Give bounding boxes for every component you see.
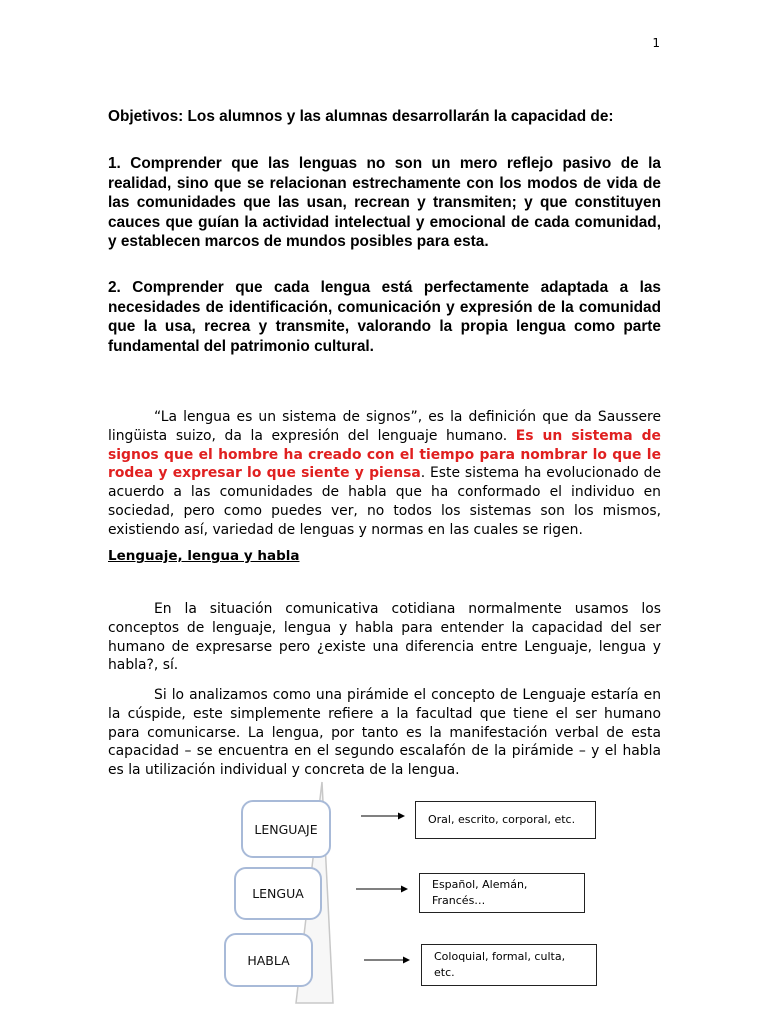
objective-2: 2. Comprender que cada lengua está perfectamente adaptada a las necesidades de identificación, comunicación y expresión de la comunidad que la usa, recrea y transmite, valorando la propia lengua como parte fundamental del patrimonio cultural. [108, 279, 661, 355]
level-box-lenguaje: LENGUAJE [241, 800, 331, 858]
objective-1: 1. Comprender que las lenguas no son un mero reflejo pasivo de la realidad, sino que se relacionan estrechamente con los modos de vida de las comunidades que las usan, recrean y transmiten; y que constituyen cauces que guían la actividad intelectual y emocional de cada comunidad, y establecen marcos de mundos posibles para esta. [108, 155, 661, 250]
objectives-intro: Objetivos: Los alumnos y las alumnas desarrollarán la capacidad de: [108, 108, 614, 125]
section-heading: Lenguaje, lengua y habla [108, 548, 300, 564]
page-number: 1 [652, 36, 660, 50]
arrow-head [401, 886, 408, 893]
example-box-lengua [419, 873, 585, 913]
example-text: Oral, escrito, corporal, etc. [428, 813, 576, 826]
paragraph-text: . Este sistema ha evolucionado de acuerdo a las comunidades de habla que ha conformado el individuo en sociedad, pero como puedes ver, no todos los sistemas son los mismos, existiendo así, variedad de lenguas y normas en las cuales se rigen. [108, 465, 661, 538]
highlighted-definition: Es un sistema de signos que el hombre ha creado con el tiempo para nombrar lo que le rodea y expresar lo que siente y piensa [108, 427, 661, 482]
example-text: Español, Alemán, Francés… [432, 878, 528, 907]
level-box-habla: HABLA [224, 933, 313, 987]
level-box-lengua: LENGUA [234, 867, 322, 920]
example-box-lenguaje [415, 801, 596, 839]
paragraph-concepts: En la situación comunicativa cotidiana normalmente usamos los conceptos de lenguaje, lengua y habla para entender la capacidad del ser humano de expresarse pero ¿existe una diferencia entre Lenguaje, lengua y habla?, sí. [108, 601, 661, 674]
example-box-habla [421, 944, 597, 986]
arrow-head [398, 813, 405, 820]
paragraph-pyramid: Si lo analizamos como una pirámide el concepto de Lenguaje estaría en la cúspide, este simplemente refiere a la facultad que tiene el ser humano para comunicarse. La lengua, por tanto es la manifestación verbal de esta capacidad – se encuentra en el segundo escalafón de la pirámide – y el habla es la utilización individual y concreta de la lengua. [108, 687, 661, 779]
example-text: Coloquial, formal, culta, etc. [434, 950, 566, 979]
paragraph-text: “La lengua es un sistema de signos”, es la definición que da Saussere lingüista suizo, da la expresión del lenguaje humano. [108, 409, 661, 444]
arrow-head [403, 957, 410, 964]
